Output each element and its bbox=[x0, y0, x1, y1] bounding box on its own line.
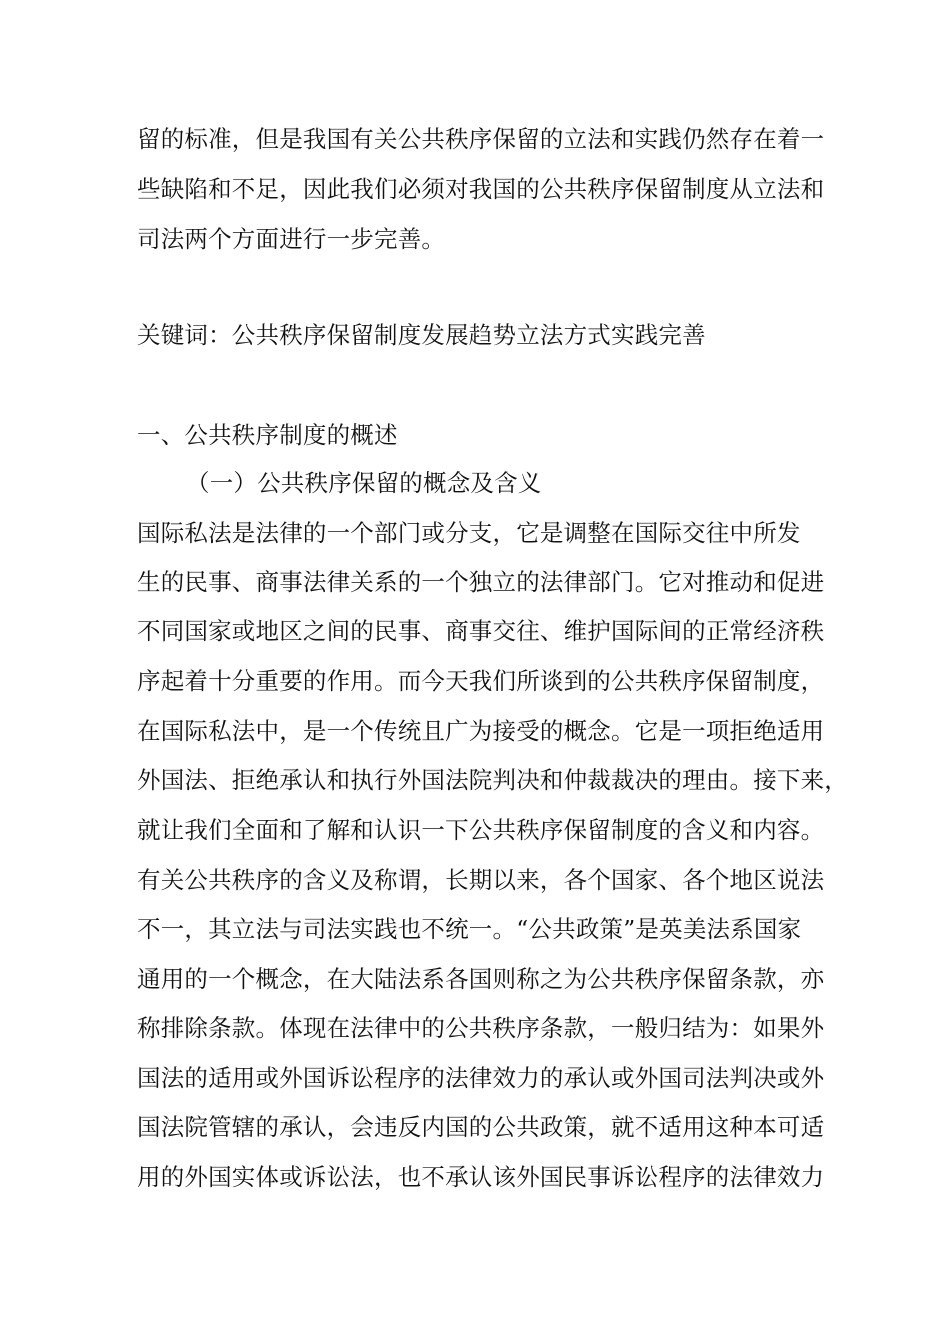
body-line: 国法院管辖的承认，会违反内国的公共政策，就不适用这种本可适 bbox=[137, 1113, 825, 1141]
body-line: 称排除条款。体现在法律中的公共秩序条款，一般归结为：如果外 bbox=[137, 1014, 825, 1042]
keywords-line: 关键词：公共秩序保留制度发展趋势立法方式实践完善 bbox=[137, 321, 706, 349]
section-heading: 一、公共秩序制度的概述 bbox=[137, 421, 398, 449]
body-line: 有关公共秩序的含义及称谓，长期以来，各个国家、各个地区说法 bbox=[137, 866, 825, 894]
intro-line: 司法两个方面进行一步完善。 bbox=[137, 225, 446, 253]
intro-line: 些缺陷和不足，因此我们必须对我国的公共秩序保留制度从立法和 bbox=[137, 175, 825, 203]
body-line: 用的外国实体或诉讼法，也不承认该外国民事诉讼程序的法律效力 bbox=[137, 1163, 825, 1191]
body-line: 不同国家或地区之间的民事、商事交往、维护国际间的正常经济秩 bbox=[137, 617, 825, 645]
intro-line: 留的标准，但是我国有关公共秩序保留的立法和实践仍然存在着一 bbox=[137, 125, 825, 153]
body-line: 生的民事、商事法律关系的一个独立的法律部门。它对推动和促进 bbox=[137, 568, 825, 596]
body-line: 在国际私法中，是一个传统且广为接受的概念。它是一项拒绝适用 bbox=[137, 717, 825, 745]
body-line: 国际私法是法律的一个部门或分支，它是调整在国际交往中所发 bbox=[137, 519, 801, 547]
body-line: 国法的适用或外国诉讼程序的法律效力的承认或外国司法判决或外 bbox=[137, 1064, 825, 1092]
body-line: 序起着十分重要的作用。而今天我们所谈到的公共秩序保留制度， bbox=[137, 667, 825, 695]
body-line: 就让我们全面和了解和认识一下公共秩序保留制度的含义和内容。 bbox=[137, 816, 825, 844]
body-line: 通用的一个概念，在大陆法系各国则称之为公共秩序保留条款，亦 bbox=[137, 965, 825, 993]
body-line: 外国法、拒绝承认和执行外国法院判决和仲裁裁决的理由。接下来， bbox=[137, 766, 848, 794]
subsection-heading: （一）公共秩序保留的概念及含义 bbox=[186, 469, 542, 497]
body-line: 不一，其立法与司法实践也不统一。“公共政策”是英美法系国家 bbox=[137, 915, 802, 943]
